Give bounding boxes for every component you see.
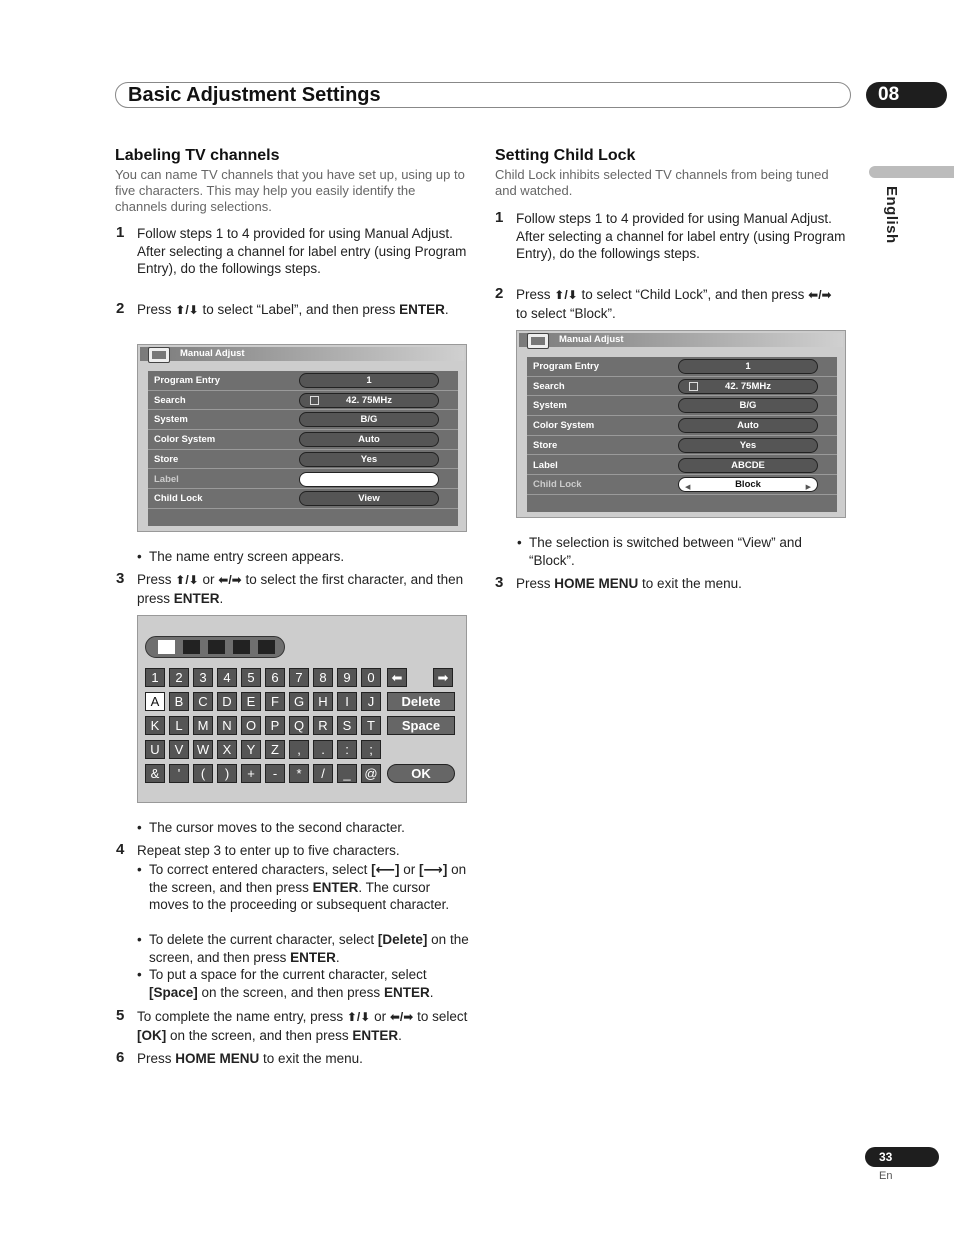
menu-row-store[interactable]: Store Yes [148, 450, 458, 470]
key[interactable]: 9 [337, 668, 357, 687]
menu-panel [527, 357, 837, 512]
delete-key[interactable]: Delete [387, 692, 455, 711]
right-triangle-icon[interactable]: ▶ [805, 484, 811, 492]
step4-bullet-delete: • To delete the current character, select [Delete] on the screen, and then press ENTER. [137, 932, 469, 965]
key[interactable]: D [217, 692, 237, 711]
key[interactable]: W [193, 740, 213, 759]
key[interactable]: / [313, 764, 333, 783]
tv-menu-icon [527, 333, 549, 349]
key[interactable]: P [265, 716, 285, 735]
child-lock-step-3: 3 Press HOME MENU to exit the menu. [495, 574, 742, 591]
menu-panel [148, 371, 458, 526]
key[interactable]: - [265, 764, 285, 783]
key[interactable]: ' [169, 764, 189, 783]
manual-adjust-screen-child-lock [516, 330, 846, 518]
char-slot [183, 640, 200, 654]
key[interactable]: V [169, 740, 189, 759]
page-language: En [879, 1170, 893, 1182]
key[interactable]: 4 [217, 668, 237, 687]
key[interactable]: ) [217, 764, 237, 783]
key[interactable]: C [193, 692, 213, 711]
labeling-step-1: 1 Follow steps 1 to 4 provided for using Manual Adjust. After selecting a channel for label entry (using Program Entry), do the followings steps. [116, 224, 467, 277]
menu-row-color-system[interactable]: Color System Auto [148, 430, 458, 450]
menu-row-search[interactable]: Search 42. 75MHz [527, 377, 837, 397]
char-slot [208, 640, 225, 654]
key[interactable]: S [337, 716, 357, 735]
key[interactable]: M [193, 716, 213, 735]
key[interactable]: N [217, 716, 237, 735]
menu-row-child-lock[interactable]: Child Lock ◀ Block ▶ [527, 475, 837, 495]
menu-row-program-entry[interactable]: Program Entry 1 [148, 371, 458, 391]
right-arrow-key[interactable]: ➡ [433, 668, 453, 687]
key[interactable]: U [145, 740, 165, 759]
signal-bars-icon [310, 396, 319, 405]
character-slots [145, 636, 285, 658]
labeling-step-4: 4 Repeat step 3 to enter up to five characters. [116, 841, 400, 858]
tv-menu-icon [148, 347, 170, 363]
key[interactable]: O [241, 716, 261, 735]
key[interactable]: F [265, 692, 285, 711]
key[interactable]: . [313, 740, 333, 759]
menu-row-system[interactable]: System B/G [148, 410, 458, 430]
signal-bars-icon [689, 382, 698, 391]
char-slot [233, 640, 250, 654]
key[interactable]: 7 [289, 668, 309, 687]
key[interactable]: Q [289, 716, 309, 735]
section-title-labeling: Labeling TV channels [115, 147, 280, 164]
key[interactable]: 5 [241, 668, 261, 687]
manual-adjust-screen-label [137, 344, 467, 532]
key[interactable]: T [361, 716, 381, 735]
key[interactable]: 1 [145, 668, 165, 687]
key[interactable]: J [361, 692, 381, 711]
child-lock-bullet-1: • The selection is switched between “View” and “Block”. [517, 535, 802, 568]
key[interactable]: E [241, 692, 261, 711]
key[interactable]: Y [241, 740, 261, 759]
key[interactable]: 2 [169, 668, 189, 687]
labeling-bullet-2: • The cursor moves to the second character. [137, 820, 405, 835]
labeling-bullet-1: • The name entry screen appears. [137, 549, 345, 564]
child-lock-step-1: 1 Follow steps 1 to 4 provided for using Manual Adjust. After selecting a channel for label entry (using Program Entry), do the followings steps. [495, 209, 846, 262]
page-number: 33 [865, 1147, 939, 1167]
key[interactable]: 3 [193, 668, 213, 687]
language-tab [869, 166, 954, 178]
key[interactable]: ; [361, 740, 381, 759]
step4-bullet-correct: • To correct entered characters, select [⟵] or [⟶] on the screen, and then press ENTER. The cursor moves to the proceeding or subsequent character. [137, 862, 467, 913]
ok-key[interactable]: OK [387, 764, 455, 783]
left-triangle-icon[interactable]: ◀ [685, 484, 691, 492]
key[interactable]: , [289, 740, 309, 759]
child-lock-step-2: 2 Press ⬆/⬇ to select “Child Lock”, and then press ⬅/➡ to select “Block”. [495, 285, 832, 321]
menu-row-label[interactable]: Label ABCDE [527, 456, 837, 476]
step4-bullet-space: • To put a space for the current character, select [Space] on the screen, and then press ENTER. [137, 967, 434, 1000]
menu-row-label[interactable]: Label [148, 470, 458, 490]
key[interactable]: L [169, 716, 189, 735]
section-title-child-lock: Setting Child Lock [495, 147, 636, 164]
labeling-step-6: 6 Press HOME MENU to exit the menu. [116, 1049, 363, 1066]
key[interactable]: * [289, 764, 309, 783]
chapter-badge: 08 [866, 82, 947, 108]
key[interactable]: + [241, 764, 261, 783]
key[interactable]: ( [193, 764, 213, 783]
labeling-intro: You can name TV channels that you have set up, using up to five characters. This may help you easily identify the channels during selections. [115, 167, 465, 214]
key[interactable]: : [337, 740, 357, 759]
page-title: Basic Adjustment Settings [128, 84, 381, 106]
labeling-step-3: 3 Press ⬆/⬇ or ⬅/➡ to select the first character, and then press ENTER. [116, 570, 464, 606]
key[interactable]: G [289, 692, 309, 711]
key[interactable]: K [145, 716, 165, 735]
key[interactable]: A [145, 692, 165, 711]
key[interactable]: 8 [313, 668, 333, 687]
key[interactable]: H [313, 692, 333, 711]
menu-row-program-entry[interactable]: Program Entry 1 [527, 357, 837, 377]
key[interactable]: & [145, 764, 165, 783]
space-key[interactable]: Space [387, 716, 455, 735]
left-arrow-key[interactable]: ⬅ [387, 668, 407, 687]
key[interactable]: _ [337, 764, 357, 783]
name-entry-screen [137, 615, 467, 803]
menu-row-color-system[interactable]: Color System Auto [527, 416, 837, 436]
menu-titlebar: Manual Adjust [519, 333, 843, 347]
key[interactable]: R [313, 716, 333, 735]
child-lock-intro: Child Lock inhibits selected TV channels from being tuned and watched. [495, 167, 829, 198]
char-slot [158, 640, 175, 654]
menu-row-system[interactable]: System B/G [527, 396, 837, 416]
menu-row-store[interactable]: Store Yes [527, 436, 837, 456]
key[interactable]: @ [361, 764, 381, 783]
key[interactable]: B [169, 692, 189, 711]
key[interactable]: X [217, 740, 237, 759]
menu-titlebar: Manual Adjust [140, 347, 464, 361]
menu-row-search[interactable]: Search 42. 75MHz [148, 391, 458, 411]
key[interactable]: Z [265, 740, 285, 759]
labeling-step-5: 5 To complete the name entry, press ⬆/⬇ or ⬅/➡ to select [OK] on the screen, and then press ENTER. [116, 1007, 468, 1043]
char-slot [258, 640, 275, 654]
key[interactable]: 6 [265, 668, 285, 687]
menu-row-child-lock[interactable]: Child Lock View [148, 489, 458, 509]
key[interactable]: 0 [361, 668, 381, 687]
language-label: English [883, 186, 900, 244]
labeling-step-2: 2 Press ⬆/⬇ to select “Label”, and then press ENTER. [116, 300, 449, 317]
key[interactable]: I [337, 692, 357, 711]
